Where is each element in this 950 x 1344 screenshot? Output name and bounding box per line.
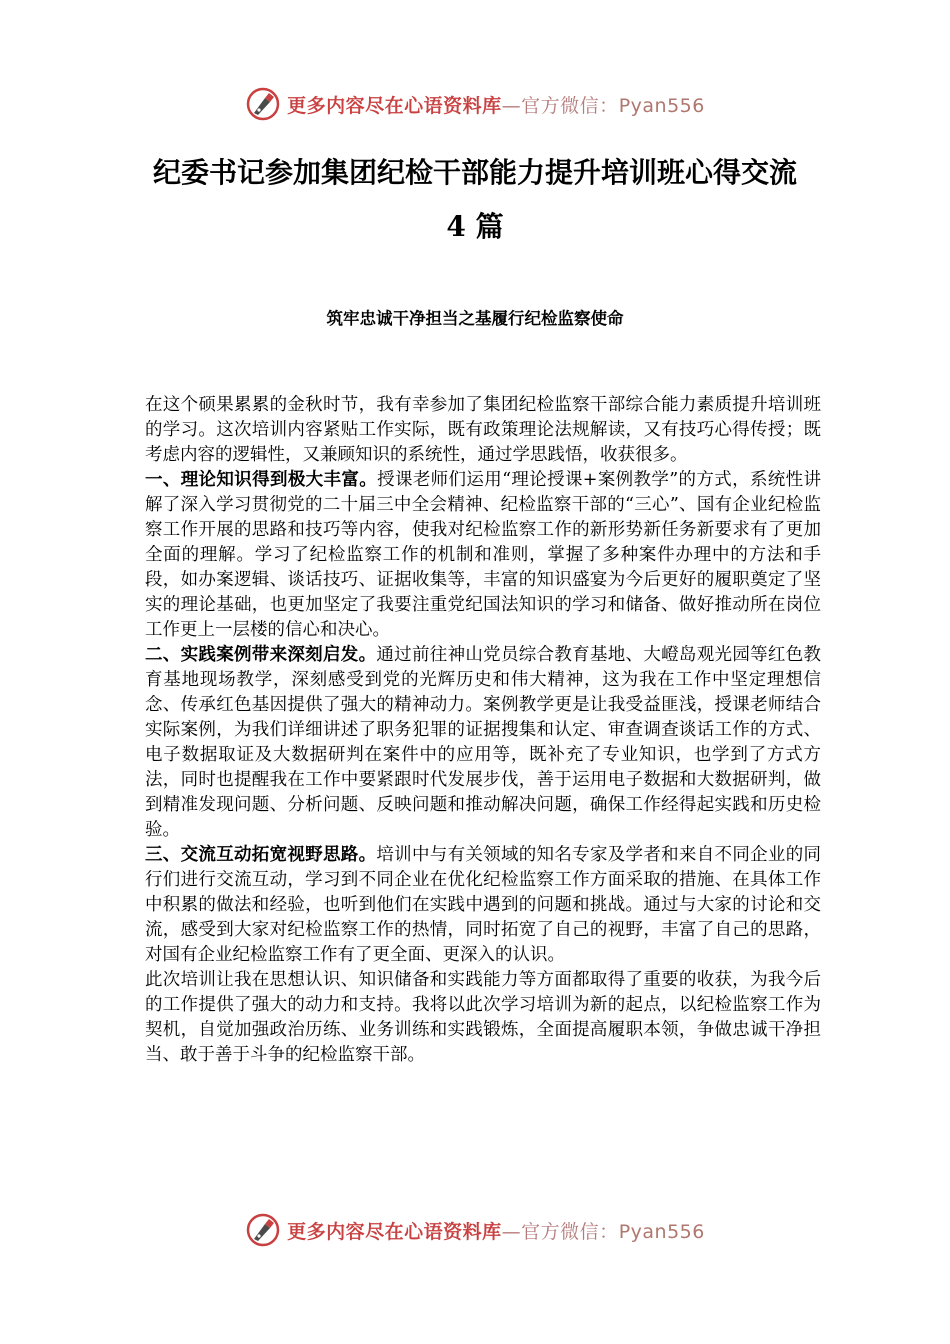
pen-nib-circle-icon bbox=[245, 1212, 281, 1248]
section-paragraph bbox=[145, 643, 821, 843]
section-body: 培训中与有关领域的知名专家及学者和来自不同企业的同行们进行交流互动，学习到不同企业在优化纪检监察工作方面采取的措施、在具体工作中积累的做法和经验，也听到他们在实践中遇到的问题和挑战。通过与大家的讨论和交流，感受到大家对纪检监察工作的热情，同时拓宽了自己的视野，丰富了自己的思路，对国有企业纪检监察工作有了更全面、更深入的认识。 bbox=[145, 845, 822, 965]
banner-separator: — bbox=[501, 94, 522, 117]
section-body: 通过前往神山党员综合教育基地、大嶝岛观光园等红色教育基地现场教学，深刻感受到党的光辉历史和伟大精神，这为我在工作中坚定理想信念、传承红色基因提供了强大的精神动力。案例教学更是让我受益匪浅，授课老师结合实际案例，为我们详细讲述了职务犯罪的证据搜集和认定、审查调查谈话工作的方式、电子数据取证及大数据研判在案件中的应用等，既补充了专业知识，也学到了方式方法，同时也提醒我在工作中要紧跟时代发展步伐，善于运用电子数据和大数据研判，做到精准发现问题、分析问题、反映问题和推动解决问题，确保工作经得起实践和历史检验。 bbox=[145, 645, 822, 840]
pen-nib-circle-icon bbox=[245, 86, 281, 122]
banner-brand-text: 更多内容尽在心语资料库 bbox=[287, 94, 502, 117]
top-watermark-banner bbox=[0, 84, 950, 124]
title-line-1: 纪委书记参加集团纪检干部能力提升培训班心得交流 bbox=[152, 156, 797, 189]
banner-channel-text: 官方微信： bbox=[521, 94, 619, 117]
section-heading: 二、实践案例带来深刻启发。 bbox=[145, 645, 377, 665]
banner-channel-text: 官方微信： bbox=[521, 1220, 619, 1243]
banner-text bbox=[287, 91, 705, 118]
document-subtitle: 筑牢忠诚干净担当之基履行纪检监察使命 bbox=[326, 309, 624, 328]
title-line-2: 4 篇 bbox=[446, 210, 504, 243]
section-heading: 一、理论知识得到极大丰富。 bbox=[145, 470, 378, 490]
banner-text bbox=[287, 1217, 705, 1244]
document-title bbox=[100, 146, 850, 254]
document-body bbox=[145, 393, 821, 1068]
section-heading: 三、交流互动拓宽视野思路。 bbox=[145, 845, 377, 865]
section-paragraph bbox=[145, 468, 821, 643]
section-body: 授课老师们运用“理论授课+案例教学”的方式，系统性讲解了深入学习贯彻党的二十届三中全会精神、纪检监察干部的“三心”、国有企业纪检监察工作开展的思路和技巧等内容，使我对纪检监察工作的新形势新任务新要求有了更加全面的理解。学习了纪检监察工作的机制和准则，掌握了多种案件办理中的方法和手段，如办案逻辑、谈话技巧、证据收集等，丰富的知识盛宴为今后更好的履职奠定了坚实的理论基础，也更加坚定了我要注重党纪国法知识的学习和储备、做好推动所在岗位工作更上一层楼的信心和决心。 bbox=[145, 470, 822, 640]
banner-wechat-id: Pyan556 bbox=[618, 94, 705, 117]
bottom-watermark-banner bbox=[0, 1210, 950, 1250]
section-paragraph bbox=[145, 843, 821, 968]
banner-separator: — bbox=[501, 1220, 522, 1243]
intro-paragraph: 在这个硕果累累的金秋时节，我有幸参加了集团纪检监察干部综合能力素质提升培训班的学习。这次培训内容紧贴工作实际，既有政策理论法规解读，又有技巧心得传授；既考虑内容的逻辑性，又兼顾知识的系统性，通过学思践悟，收获很多。 bbox=[145, 395, 821, 465]
banner-brand-text: 更多内容尽在心语资料库 bbox=[287, 1220, 502, 1243]
banner-wechat-id: Pyan556 bbox=[618, 1220, 705, 1243]
conclusion-paragraph: 此次培训让我在思想认识、知识储备和实践能力等方面都取得了重要的收获，为我今后的工作提供了强大的动力和支持。我将以此次学习培训为新的起点，以纪检监察工作为契机，自觉加强政治历练、业务训练和实践锻炼，全面提高履职本领，争做忠诚干净担当、敢于善于斗争的纪检监察干部。 bbox=[145, 970, 821, 1065]
